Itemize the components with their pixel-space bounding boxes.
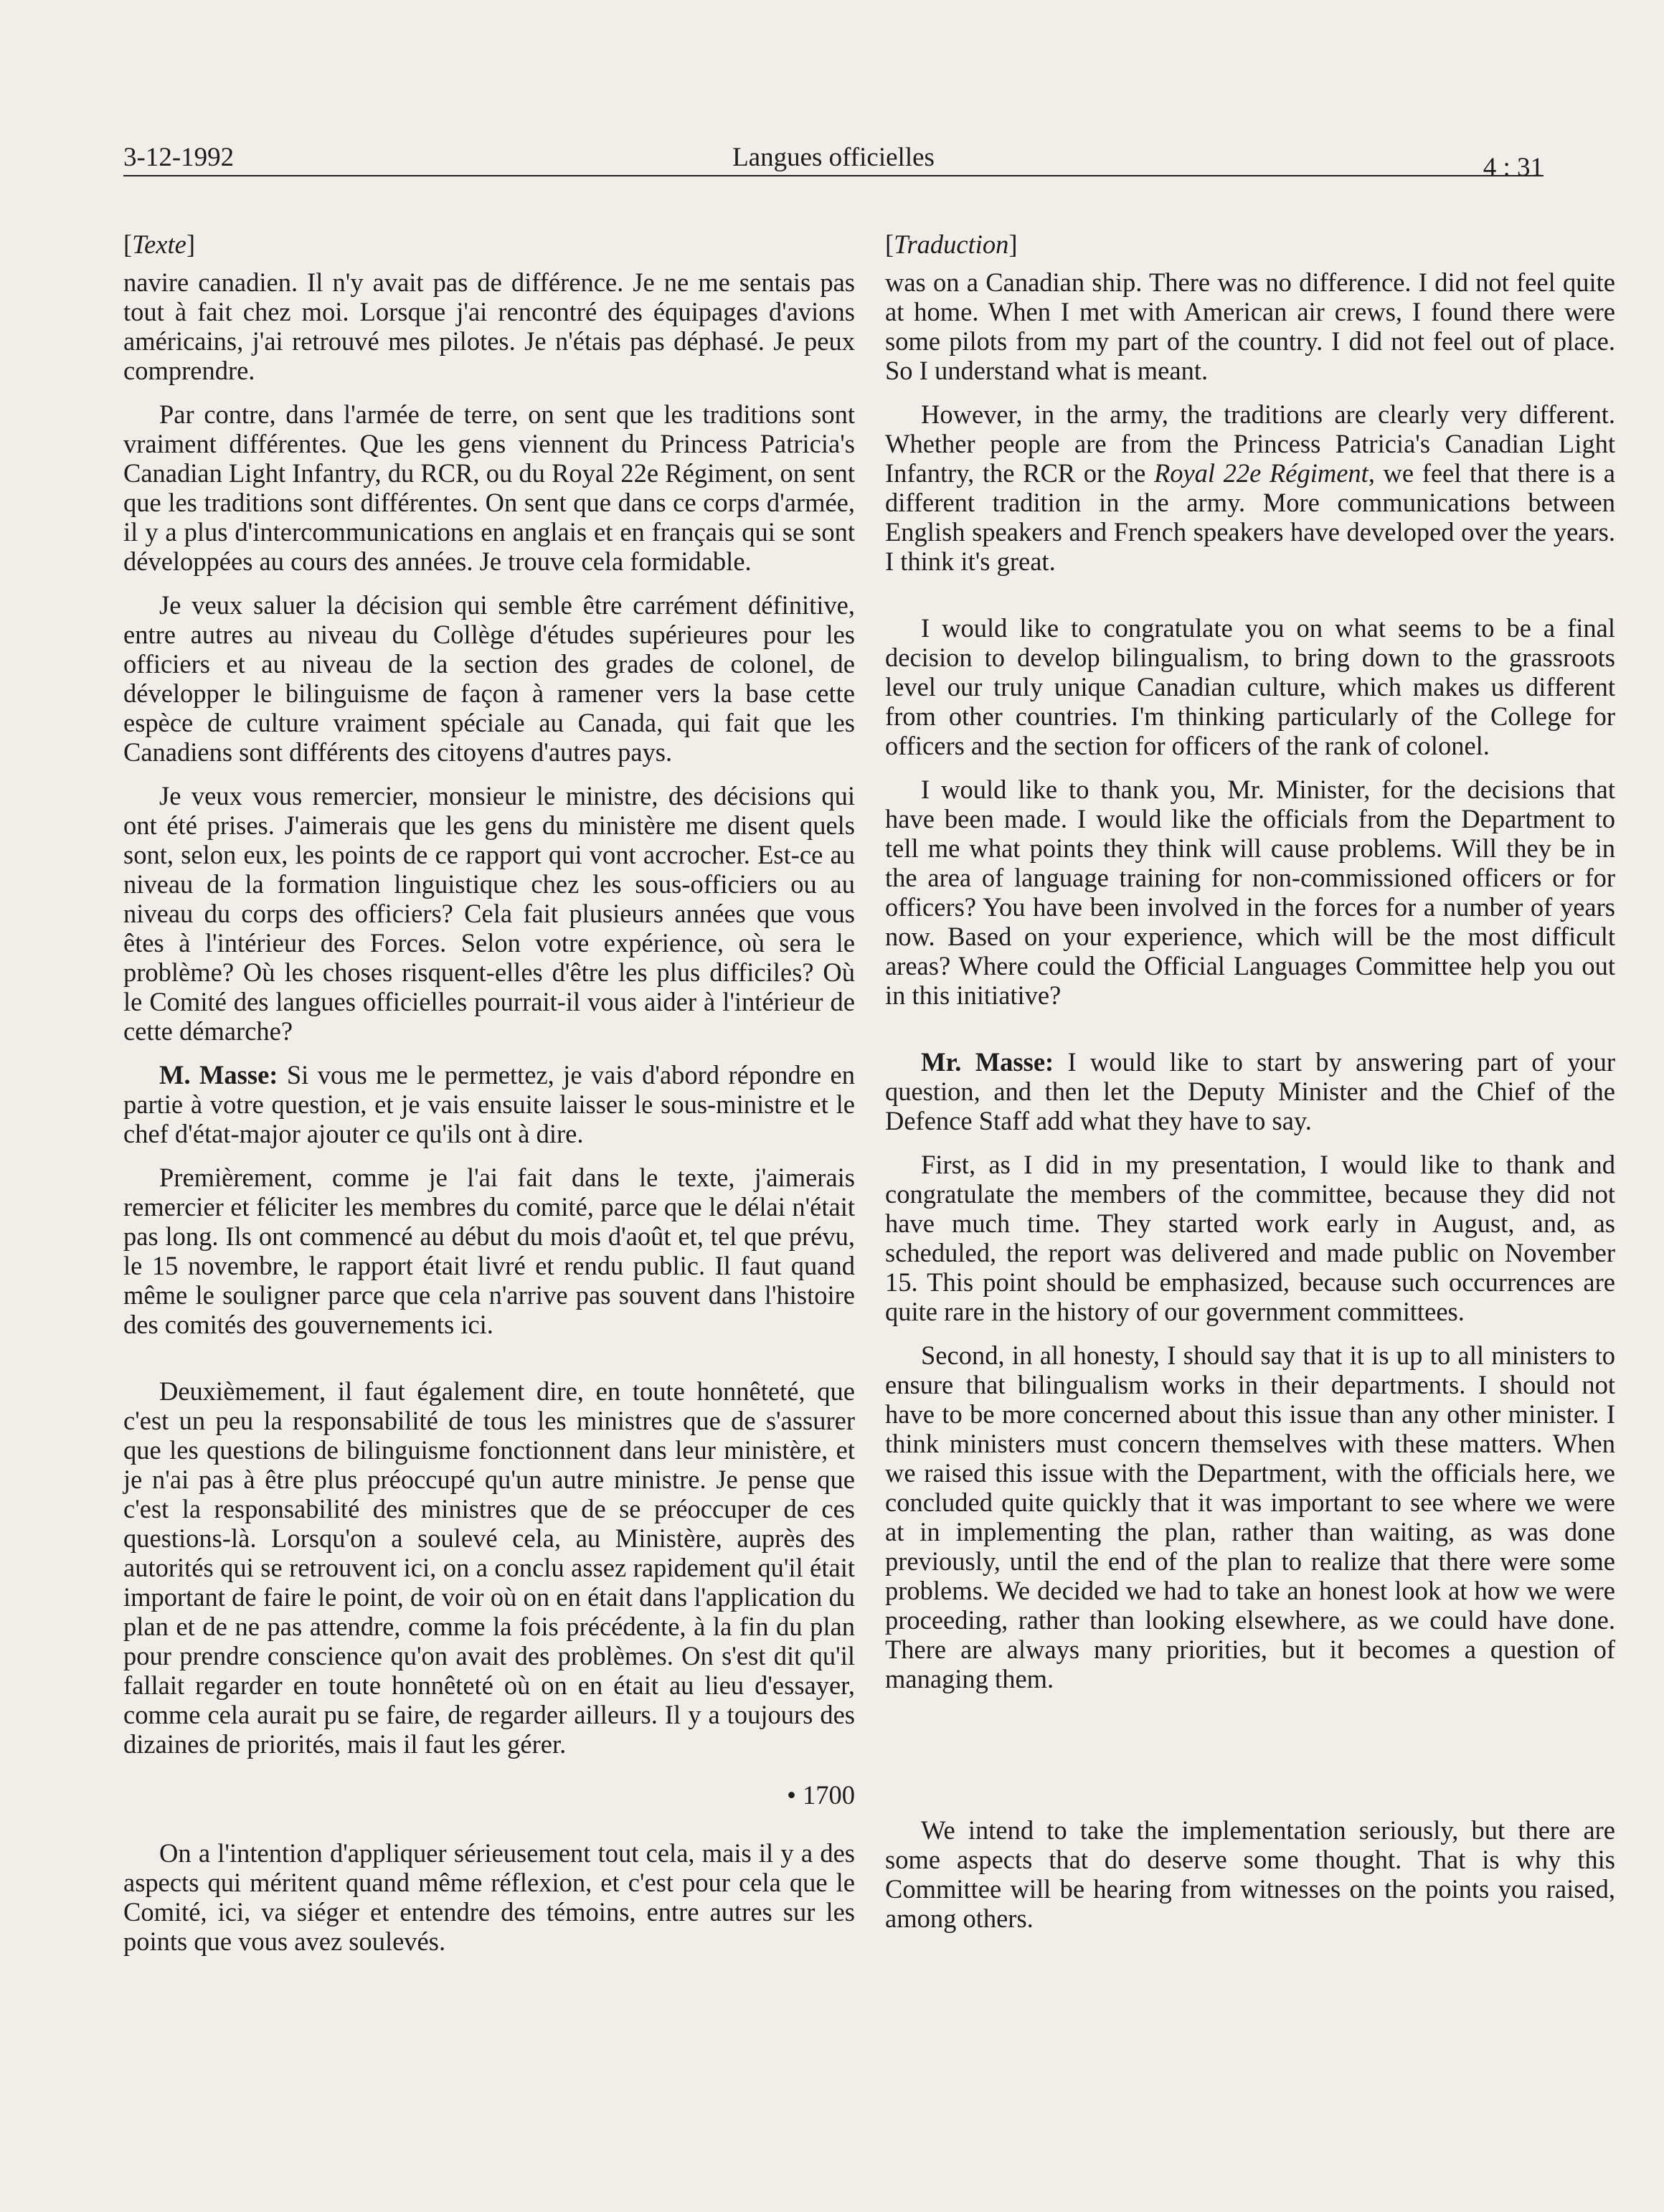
header-title: Langues officielles: [732, 143, 935, 172]
paragraph: Second, in all honesty, I should say that it is up to all ministers to ensure that bilingualism works in their departments. I should not have to be more concerned about this issue than any other minister. I think ministers must concern themselves with these matters. When we raised this issue with the Department, with the officials here, we concluded quite quickly that it was important to see where we were at in implementing the plan, rather than waiting, as was done previously, until the end of the plan to realize that there were some problems. We decided we had to take an honest look at how we were proceeding, rather than looking elsewhere, as we could have done. There are always many priorities, but it becomes a question of managing them.: [885, 1341, 1615, 1693]
paragraph: However, in the army, the traditions are clearly very different. Whether people are from the Princess Patricia's Canadian Light Infantry, the RCR or the Royal 22e Régiment, we feel that there is a different tradition in the army. More communications between English speakers and French speakers have developed over the years. I think it's great.: [885, 400, 1616, 576]
paragraph: Par contre, dans l'armée de terre, on sent que les traditions sont vraiment différentes. Que les gens viennent du Princess Patricia's Canadian Light Infantry, du RCR, ou du Royal 22e Régiment, on sent que les traditions sont différentes. On sent que dans ce corps d'armée, il y a plus d'intercommunications en anglais et en français qui se sont développées au cours des années. Je trouve cela formidable.: [123, 400, 855, 576]
speaker-paragraph: M. Masse: Si vous me le permettez, je vais d'abord répondre en partie à votre question, et je vais ensuite laisser le sous-ministre et le chef d'état-major ajouter ce qu'ils ont à dire.: [123, 1060, 856, 1148]
speaker-paragraph: Mr. Masse: I would like to start by answering part of your question, and then let the Deputy Minister and the Chief of the Defence Staff add what they have to say.: [885, 1047, 1616, 1135]
paragraph: was on a Canadian ship. There was no difference. I did not feel quite at home. When I met with American air crews, I found there were some pilots from my part of the country. I did not feel out of place. So I understand what is meant.: [885, 268, 1615, 385]
page-number: 4 : 31: [1483, 153, 1544, 182]
paragraph: Premièrement, comme je l'ai fait dans le texte, j'aimerais remercier et féliciter les membres du comité, parce que le délai n'était pas long. Ils ont commencé au début du mois d'août et, tel que prévu, le 15 novembre, le rapport était livré et rendu public. Il faut quand même le souligner parce que cela n'arrive pas souvent dans l'histoire des comités des gouvernements ici.: [123, 1163, 855, 1339]
header-rule: [123, 175, 1544, 176]
running-header: [123, 136, 1544, 182]
english-column: [885, 222, 1615, 1947]
time-marker: • 1700: [787, 1780, 855, 1810]
paragraph: Je veux saluer la décision qui semble être carrément définitive, entre autres au niveau du Collège d'études supérieures pour les officiers et au niveau de la section des grades de colonel, de développer le bilinguisme de façon à ramener vers la base cette espèce de culture vraiment spéciale au Canada, qui fait que les Canadiens sont différents des citoyens d'autres pays.: [123, 590, 855, 767]
paragraph: Je veux vous remercier, monsieur le ministre, des décisions qui ont été prises. J'aimerais que les gens du ministère me disent quels sont, selon eux, les points de ce rapport qui vont accrocher. Est-ce au niveau de la formation linguistique chez les sous-officiers ou au niveau du corps des officiers? Cela fait plusieurs années que vous êtes à l'intérieur des Forces. Selon votre expérience, où sera le problème? Où les choses risquent-elles d'être les plus difficiles? Où le Comité des langues officielles pourrait-il vous aider à l'intérieur de cette démarche?: [123, 781, 855, 1046]
paragraph: We intend to take the implementation seriously, but there are some aspects that do deserve some thought. That is why this Committee will be hearing from witnesses on the points you raised, among others.: [885, 1815, 1615, 1933]
paragraph: Deuxièmement, il faut également dire, en toute honnêteté, que c'est un peu la responsabilité de tous les ministres que de s'assurer que les questions de bilinguisme fonctionnent dans leur ministère, et je n'ai pas à être plus préoccupé qu'un autre ministre. Je pense que c'est la responsabilité des ministres que de se préoccuper de ces questions-là. Lorsqu'on a soulevé cela, au Ministère, auprès des autorités qui se retrouvent ici, on a conclu assez rapidement qu'il était important de faire le point, de voir où on en était dans l'application du plan et de ne pas attendre, comme la fois précédente, à la fin du plan pour prendre conscience qu'on avait des problèmes. On s'est dit qu'il fallait regarder en toute honnêteté où on en était au lieu d'essayer, comme cela aurait pu se faire, de regarder ailleurs. Il y a toujours des dizaines de priorités, mais il faut les gérer.: [123, 1376, 855, 1759]
paragraph: First, as I did in my presentation, I would like to thank and congratulate the members of the committee, because they did not have much time. They started work early in August, and, as scheduled, the report was delivered and made public on November 15. This point should be emphasized, because such occurrences are quite rare in the history of our government committees.: [885, 1150, 1615, 1326]
paragraph: I would like to congratulate you on what seems to be a final decision to develop bilingualism, to bring down to the grassroots level our truly unique Canadian culture, which makes us different from other countries. I'm thinking particularly of the College for officers and the section for officers of the rank of colonel.: [885, 613, 1615, 760]
french-column: [123, 222, 855, 1970]
speaker-name: M. Masse:: [159, 1060, 278, 1090]
paragraph: navire canadien. Il n'y avait pas de différence. Je ne me sentais pas tout à fait chez moi. Lorsque j'ai rencontré des équipages d'avions américains, j'ai retrouvé mes pilotes. Je n'étais pas déphasé. Je peux comprendre.: [123, 268, 855, 385]
column-tag-texte: [Texte]: [123, 230, 196, 259]
paragraph: On a l'intention d'appliquer sérieusement tout cela, mais il y a des aspects qui méritent quand même réflexion, et c'est pour cela que le Comité, ici, va siéger et entendre des témoins, entre autres sur les points que vous avez soulevés.: [123, 1838, 855, 1956]
header-date: 3-12-1992: [123, 143, 235, 172]
paragraph: I would like to thank you, Mr. Minister, for the decisions that have been made. I would like the officials from the Department to tell me what points they think will cause problems. Will they be in the area of language training for non-commissioned officers or for officers? You have been involved in the forces for a number of years now. Based on your experience, which will be the most difficult areas? Where could the Official Languages Committee help you out in this initiative?: [885, 775, 1615, 1010]
column-tag-traduction: [Traduction]: [885, 230, 1018, 259]
speaker-name: Mr. Masse:: [921, 1047, 1054, 1077]
